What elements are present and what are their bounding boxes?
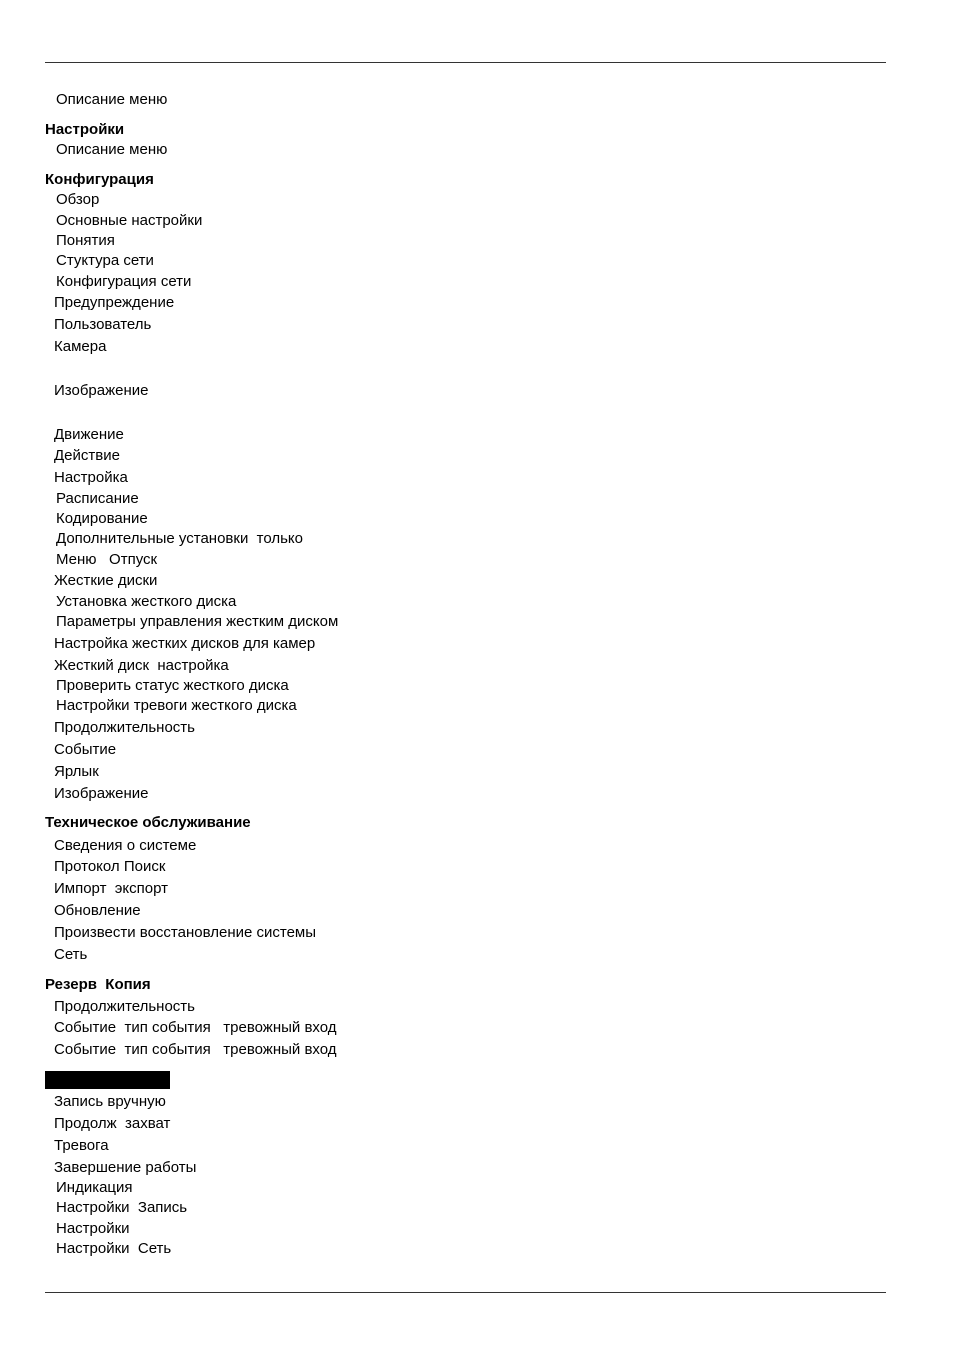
intro-item: Описание меню	[56, 91, 168, 108]
toc-item: Настройки Запись	[56, 1199, 188, 1216]
toc-item: Изображение	[54, 785, 149, 802]
toc-item: Предупреждение	[54, 294, 175, 311]
footer-rule	[45, 1292, 886, 1293]
toc-item: Меню Отпуск	[56, 551, 158, 568]
toc-item: Дополнительные установки только	[56, 530, 304, 547]
toc-item: Продолжительность	[54, 998, 195, 1015]
toc-item: Запись вручную	[54, 1093, 166, 1110]
toc-item: Параметры управления жестким диском	[56, 613, 339, 630]
toc-item: Настройка жестких дисков для камер	[54, 635, 316, 652]
toc-item: Событие	[54, 741, 117, 758]
toc-item: Расписание	[56, 490, 139, 507]
redacted-heading-bar	[45, 1071, 170, 1089]
toc-item: Жесткий диск настройка	[54, 657, 229, 674]
toc-item: Конфигурация сети	[56, 273, 192, 290]
toc-item: Жесткие диски	[54, 572, 158, 589]
toc-item: Кодирование	[56, 510, 148, 527]
toc-item: Движение	[54, 426, 124, 443]
section-heading-backup: Резерв Копия	[45, 976, 151, 993]
toc-item: Изображение	[54, 382, 149, 399]
toc-item: Импорт экспорт	[54, 880, 169, 897]
toc-item: Настройка	[54, 469, 128, 486]
toc-item: Стуктура сети	[56, 252, 154, 269]
toc-item: Событие тип события тревожный вход	[54, 1041, 337, 1058]
section-heading-maintenance: Техническое обслуживание	[45, 814, 251, 831]
toc-item: Настройки	[56, 1220, 130, 1237]
toc-item: Проверить статус жесткого диска	[56, 677, 289, 694]
toc-item: Установка жесткого диска	[56, 593, 237, 610]
toc-item: Сведения о системе	[54, 837, 197, 854]
toc-item: Продолжительность	[54, 719, 195, 736]
toc-item: Основные настройки	[56, 212, 203, 229]
toc-item: Пользователь	[54, 316, 152, 333]
toc-item: Тревога	[54, 1137, 109, 1154]
toc-item: Описание меню	[56, 141, 168, 158]
toc-item: Обновление	[54, 902, 141, 919]
toc-item: Индикация	[56, 1179, 133, 1196]
header-rule	[45, 62, 886, 63]
toc-item: Настройки тревоги жесткого диска	[56, 697, 297, 714]
toc-item: Настройки Сеть	[56, 1240, 172, 1257]
toc-item: Произвести восстановление системы	[54, 924, 317, 941]
toc-item: Действие	[54, 447, 120, 464]
toc-item: Завершение работы	[54, 1159, 197, 1176]
toc-item: Протокол Поиск	[54, 858, 166, 875]
section-heading-configuration: Конфигурация	[45, 171, 154, 188]
toc-item: Ярлык	[54, 763, 99, 780]
toc-item: Обзор	[56, 191, 100, 208]
toc-item: Понятия	[56, 232, 115, 249]
toc-item: Сеть	[54, 946, 88, 963]
section-heading-settings: Настройки	[45, 121, 125, 138]
toc-item: Камера	[54, 338, 107, 355]
toc-item: Событие тип события тревожный вход	[54, 1019, 337, 1036]
toc-item: Продолж захват	[54, 1115, 171, 1132]
